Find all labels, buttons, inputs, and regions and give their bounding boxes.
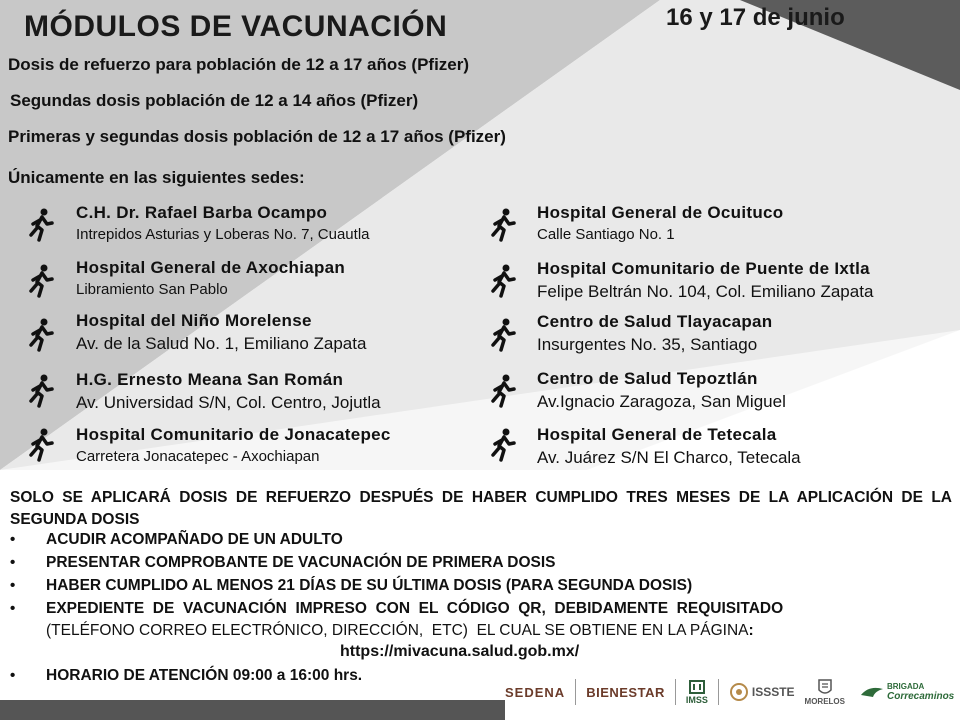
venue-item xyxy=(76,203,370,243)
venue-item xyxy=(76,370,381,413)
dose-line-3: Primeras y segundas dosis población de 12 a 17 años (Pfizer) xyxy=(8,127,506,146)
runner-icon xyxy=(28,428,54,462)
requirement-detail xyxy=(46,622,754,640)
bullet-icon: • xyxy=(10,600,16,617)
requirement-text: HABER CUMPLIDO AL MENOS 21 DÍAS DE SU ÚLTIMA DOSIS (PARA SEGUNDA DOSIS) xyxy=(46,577,693,594)
divider xyxy=(675,679,676,705)
bottom-bar xyxy=(0,700,505,720)
venue-address: Carretera Jonacatepec - Axochiapan xyxy=(76,448,320,465)
venue-item xyxy=(76,425,391,465)
imss-label: IMSS xyxy=(685,695,708,705)
page-title: MÓDULOS DE VACUNACIÓN xyxy=(24,10,448,43)
requirement-detail-text: (TELÉFONO CORREO ELECTRÓNICO, DIRECCIÓN, ETC) EL CUAL SE OBTIENE EN LA PÁGINA xyxy=(46,622,749,639)
venue-address: Felipe Beltrán No. 104, Col. Emiliano Zapata xyxy=(537,282,874,301)
bienestar-logo: BIENESTAR xyxy=(586,684,665,700)
booster-notice: SOLO SE APLICARÁ DOSIS DE REFUERZO DESPUÉS DE HABER CUMPLIDO TRES MESES DE LA APLICACIÓN DE LA SEGUNDA DOSIS xyxy=(10,489,952,528)
requirement-detail-colon: : xyxy=(748,622,754,639)
venue-address: Av. Juárez S/N El Charco, Tetecala xyxy=(537,448,801,467)
morelos-label: MORELOS xyxy=(804,696,845,706)
imss-logo xyxy=(686,679,708,705)
venues-heading: Únicamente en las siguientes sedes: xyxy=(8,168,305,187)
dose-line-1: Dosis de refuerzo para población de 12 a 17 años (Pfizer) xyxy=(8,55,470,74)
requirement-text: EXPEDIENTE DE VACUNACIÓN IMPRESO CON EL CÓDIGO QR, DEBIDAMENTE REQUISITADO xyxy=(46,600,784,617)
runner-icon xyxy=(28,264,54,298)
issste-icon xyxy=(729,682,749,702)
registration-url[interactable]: https://mivacuna.salud.gob.mx/ xyxy=(340,643,580,660)
event-date: 16 y 17 de junio xyxy=(666,4,845,31)
morelos-shield-icon xyxy=(817,679,833,697)
runner-icon xyxy=(490,208,516,242)
bullet-icon: • xyxy=(10,554,16,571)
venue-address: Intrepidos Asturias y Loberas No. 7, Cuautla xyxy=(76,226,370,243)
correcaminos-label: Correcaminos xyxy=(887,691,955,702)
brigada-bird-icon xyxy=(859,683,885,701)
venue-name: Hospital Comunitario de Puente de Ixtla xyxy=(537,259,870,278)
venue-item xyxy=(537,259,873,302)
issste-label: ISSSTE xyxy=(751,685,795,699)
brigada-logo xyxy=(859,682,954,702)
dose-line-2: Segundas dosis población de 12 a 14 años (Pfizer) xyxy=(10,91,419,110)
venue-name: Hospital del Niño Morelense xyxy=(76,311,312,330)
venue-name: Hospital General de Ocuituco xyxy=(537,203,784,222)
requirement-text: PRESENTAR COMPROBANTE DE VACUNACIÓN DE PRIMERA DOSIS xyxy=(46,554,556,571)
sedena-logo: SEDENA xyxy=(505,684,566,700)
venue-address: Av. de la Salud No. 1, Emiliano Zapata xyxy=(76,334,367,353)
brigada-label: BRIGADA xyxy=(887,682,925,691)
venue-address: Av. Universidad S/N, Col. Centro, Jojutla xyxy=(76,393,381,412)
venue-item xyxy=(537,203,783,243)
partner-logos xyxy=(505,672,960,712)
venue-name: Centro de Salud Tlayacapan xyxy=(537,312,773,331)
requirement-text: ACUDIR ACOMPAÑADO DE UN ADULTO xyxy=(46,531,343,548)
bullet-icon: • xyxy=(10,577,16,594)
runner-icon xyxy=(490,318,516,352)
runner-icon xyxy=(490,264,516,298)
issste-logo xyxy=(729,682,795,702)
venue-item xyxy=(537,369,786,412)
venue-item xyxy=(537,425,801,468)
morelos-logo xyxy=(805,679,845,706)
runner-icon xyxy=(28,318,54,352)
venue-item xyxy=(76,258,345,298)
runner-icon xyxy=(28,208,54,242)
runner-icon xyxy=(490,374,516,408)
venue-name: Hospital General de Tetecala xyxy=(537,425,777,444)
venue-name: H.G. Ernesto Meana San Román xyxy=(76,370,344,389)
venue-item xyxy=(76,311,366,354)
venue-address: Av.Ignacio Zaragoza, San Miguel xyxy=(537,392,786,411)
venue-name: Hospital Comunitario de Jonacatepec xyxy=(76,425,391,444)
divider xyxy=(575,679,576,705)
divider xyxy=(718,679,719,705)
runner-icon xyxy=(490,428,516,462)
bullet-icon: • xyxy=(10,667,16,684)
venue-name: Centro de Salud Tepoztlán xyxy=(537,369,758,388)
venue-address: Calle Santiago No. 1 xyxy=(537,226,675,243)
venue-item xyxy=(537,312,772,355)
runner-icon xyxy=(28,374,54,408)
bullet-icon: • xyxy=(10,531,16,548)
venue-address: Libramiento San Pablo xyxy=(76,281,228,298)
imss-icon xyxy=(688,679,706,695)
venue-name: Hospital General de Axochiapan xyxy=(76,258,346,277)
requirement-text: HORARIO DE ATENCIÓN 09:00 a 16:00 hrs. xyxy=(46,667,363,684)
venue-address: Insurgentes No. 35, Santiago xyxy=(537,335,758,354)
venue-name: C.H. Dr. Rafael Barba Ocampo xyxy=(76,203,328,222)
